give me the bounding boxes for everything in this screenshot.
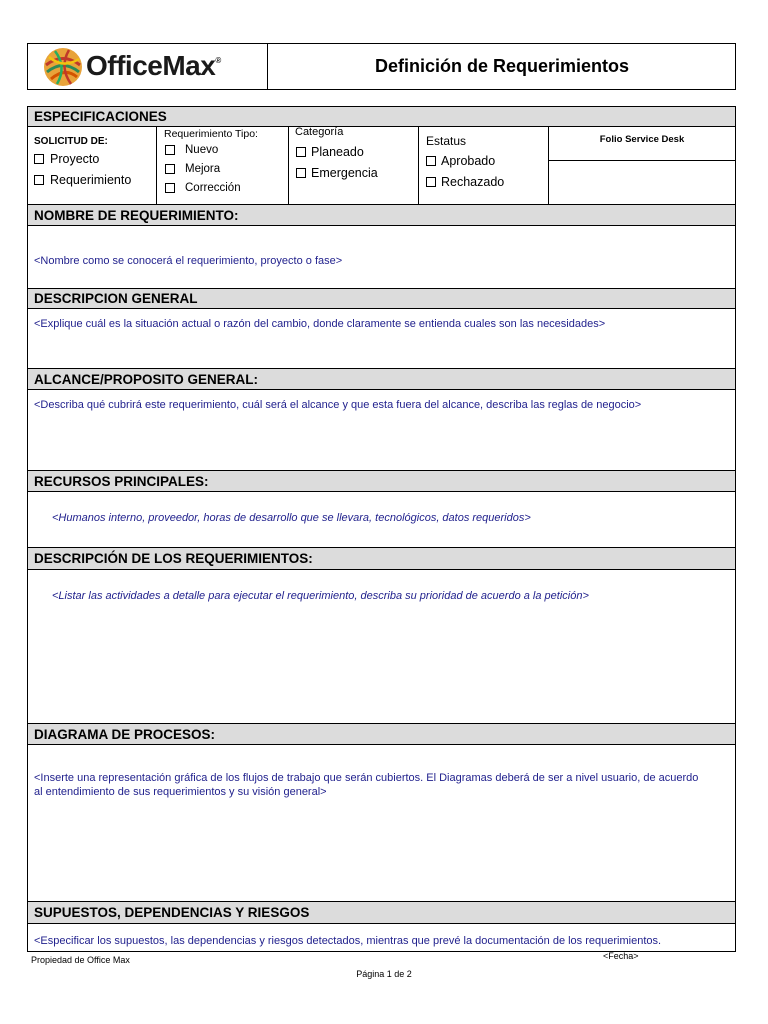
- checkbox-nuevo[interactable]: Nuevo: [165, 144, 218, 156]
- section-diagrama-heading: DIAGRAMA DE PROCESOS:: [28, 723, 735, 745]
- section-especificaciones-heading: ESPECIFICACIONES: [28, 106, 735, 127]
- checkbox-requerimiento[interactable]: Requerimiento: [34, 173, 131, 187]
- folio-input[interactable]: [549, 161, 736, 206]
- rubber-band-ball-logo-icon: [43, 47, 83, 87]
- checkbox-icon[interactable]: [296, 168, 306, 178]
- checkbox-rechazado[interactable]: Rechazado: [426, 175, 504, 189]
- supuestos-placeholder[interactable]: <Especificar los supuestos, las dependencias y riesgos detectados, mientras que prevé la documentación de los requerimientos.: [34, 935, 662, 947]
- checkbox-icon[interactable]: [34, 154, 44, 164]
- checkbox-icon[interactable]: [34, 175, 44, 185]
- spec-divider: [418, 126, 419, 206]
- checkbox-planeado[interactable]: Planeado: [296, 145, 364, 159]
- checkbox-proyecto[interactable]: Proyecto: [34, 152, 99, 166]
- alcance-placeholder[interactable]: <Describa qué cubrirá este requerimiento, cuál será el alcance y que esta fuera del alcance, describa las reglas de negocio>: [34, 399, 642, 411]
- checkbox-icon[interactable]: [165, 145, 175, 155]
- requerimientos-placeholder[interactable]: <Listar las actividades a detalle para ejecutar el requerimiento, describa su prioridad de acuerdo a la petición>: [52, 590, 589, 602]
- page-title: Definición de Requerimientos: [374, 56, 630, 76]
- estatus-label: Estatus: [426, 134, 467, 148]
- diagrama-placeholder[interactable]: <Inserte una representación gráfica de los flujos de trabajo que serán cubiertos. El Diagramas deberá de ser a nivel usuario, de acuerdo al entendimiento de sus requerimientos y su visión general>: [34, 772, 699, 798]
- checkbox-emergencia[interactable]: Emergencia: [296, 166, 378, 180]
- section-nombre-heading: NOMBRE DE REQUERIMIENTO:: [28, 204, 735, 226]
- logo-text: OfficeMax®: [86, 50, 221, 81]
- section-descripcion-heading: DESCRIPCION GENERAL: [28, 288, 735, 309]
- checkbox-icon[interactable]: [426, 156, 436, 166]
- checkbox-icon[interactable]: [165, 164, 175, 174]
- section-requerimientos-heading: DESCRIPCIÓN DE LOS REQUERIMIENTOS:: [28, 547, 735, 570]
- folio-label: Folio Service Desk: [599, 134, 685, 145]
- footer-date: <Fecha>: [603, 951, 639, 961]
- nombre-placeholder[interactable]: <Nombre como se conocerá el requerimiento, proyecto o fase>: [34, 255, 343, 267]
- solicitud-label: SOLICITUD DE:: [34, 136, 108, 147]
- form-frame: [27, 106, 736, 952]
- checkbox-icon[interactable]: [165, 183, 175, 193]
- tipo-label: Requerimiento Tipo:: [164, 128, 258, 140]
- descripcion-placeholder[interactable]: <Explique cuál es la situación actual o razón del cambio, donde claramente se entienda cuales son las necesidades>: [34, 318, 606, 330]
- recursos-placeholder[interactable]: <Humanos interno, proveedor, horas de desarrollo que se llevara, tecnológicos, datos requeridos>: [52, 512, 531, 524]
- checkbox-icon[interactable]: [296, 147, 306, 157]
- categoria-label: Categoría: [295, 126, 344, 138]
- checkbox-aprobado[interactable]: Aprobado: [426, 154, 495, 168]
- footer-owner: Propiedad de Office Max: [31, 955, 130, 965]
- checkbox-mejora[interactable]: Mejora: [165, 163, 220, 175]
- section-recursos-heading: RECURSOS PRINCIPALES:: [28, 470, 735, 492]
- checkbox-correccion[interactable]: Corrección: [165, 182, 241, 194]
- section-supuestos-heading: SUPUESTOS, DEPENDENCIAS Y RIESGOS: [28, 901, 735, 924]
- spec-divider: [288, 126, 289, 206]
- spec-divider: [156, 126, 157, 206]
- checkbox-icon[interactable]: [426, 177, 436, 187]
- footer-page-number: Página 1 de 2: [356, 969, 412, 979]
- section-alcance-heading: ALCANCE/PROPOSITO GENERAL:: [28, 368, 735, 390]
